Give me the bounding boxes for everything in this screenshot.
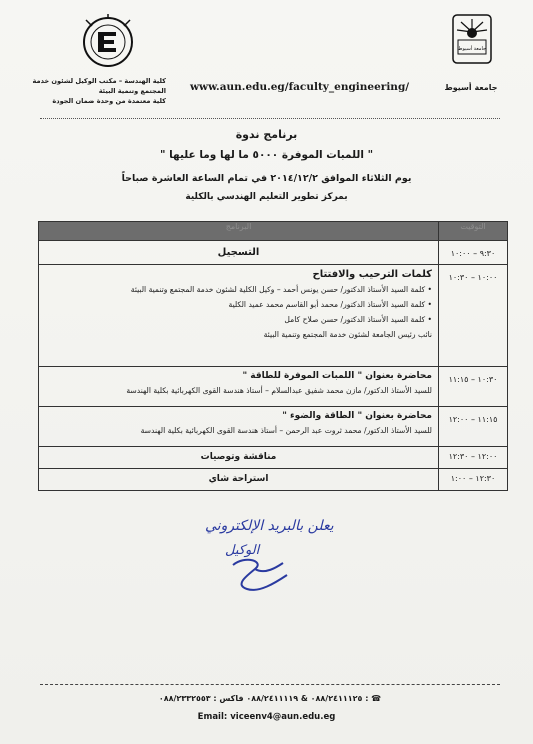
handwritten-note: يعلن بالبريد الإلكتروني xyxy=(205,518,334,534)
header-activity: البرنامج xyxy=(39,222,439,241)
university-name: جامعة أسيوط xyxy=(444,83,498,92)
university-logo-icon xyxy=(452,14,492,64)
faculty-line-2: المجتمع وتنمية البيئة xyxy=(98,87,166,95)
table-row xyxy=(39,265,508,367)
header-divider xyxy=(40,118,500,119)
row-line: نائب رئيس الجامعة لشئون خدمة المجتمع وتنمية البيئة xyxy=(263,330,432,339)
row-line: • كلمة السيد الأستاذ الدكتور/ حسن صلاح كامل xyxy=(284,315,432,324)
row-time: ١٢:٠٠ – ١٢:٣٠ xyxy=(439,447,508,469)
row-activity xyxy=(39,241,439,265)
signature-scribble-icon xyxy=(225,555,295,595)
row-activity xyxy=(39,367,439,407)
table-row xyxy=(39,447,508,469)
row-title: استراحة شاي xyxy=(208,474,269,484)
row-time: ١١:١٥ – ١٢:٠٠ xyxy=(439,407,508,447)
faculty-office-lines xyxy=(16,76,166,106)
row-time: ١٠:٣٠ – ١١:١٥ xyxy=(439,367,508,407)
row-activity xyxy=(39,407,439,447)
row-line: للسيد الأستاذ الدكتور/ محمد ثروت عبد الرحمن – أستاذ هندسة القوى الكهربائية بكلية الهندسة xyxy=(140,426,432,435)
row-time: ٩:٣٠ – ١٠:٠٠ xyxy=(439,241,508,265)
footer-email-link[interactable]: Email: viceenv4@aun.edu.eg xyxy=(197,712,336,722)
table-header-row xyxy=(39,222,508,241)
table-row xyxy=(39,367,508,407)
row-activity xyxy=(39,469,439,491)
table-row xyxy=(39,469,508,491)
table-row xyxy=(39,407,508,447)
row-time: ١٠:٠٠ – ١٠:٣٠ xyxy=(439,265,508,367)
seminar-topic: " اللمبات الموفرة ٥٠٠٠ ما لها وما عليها " xyxy=(159,149,374,161)
row-title: محاضرة بعنوان " اللمبات الموفرة للطاقة " xyxy=(242,371,432,381)
faculty-line-1: كلية الهندسة – مكتب الوكيل لشئون خدمة xyxy=(32,77,166,85)
program-title: برنامج ندوة xyxy=(235,128,298,141)
faculty-url-link[interactable]: www.aun.edu.eg/faculty_engineering/ xyxy=(190,81,410,93)
row-activity xyxy=(39,447,439,469)
row-line: • كلمة السيد الأستاذ الدكتور/ حسن يونس أحمد – وكيل الكلية لشئون خدمة المجتمع وتنمية البيئة xyxy=(130,285,432,294)
row-activity xyxy=(39,265,439,367)
faculty-line-3: كلية معتمدة من وحدة ضمان الجودة xyxy=(52,97,166,105)
header-time: التوقيت xyxy=(439,222,508,241)
row-title: مناقشة وتوصيات xyxy=(200,452,277,462)
handwritten-initials: الوكيل xyxy=(225,543,260,558)
footer-divider xyxy=(40,684,500,685)
row-line: للسيد الأستاذ الدكتور/ مازن محمد شفيق عبدالسلام – أستاذ هندسة القوى الكهربائية بكلية الهندسة xyxy=(126,386,432,395)
row-title: محاضرة بعنوان " الطاقة والضوء " xyxy=(282,411,432,421)
row-time: ١٢:٣٠ – ١:٠٠ xyxy=(439,469,508,491)
program-table xyxy=(38,221,508,491)
table-row xyxy=(39,241,508,265)
seminar-venue: بمركز تطوير التعليم الهندسي بالكلية xyxy=(185,192,348,202)
footer-contact: ☎ : ٠٨٨/٢٤١١١٢٥ & ٠٨٨/٢٤١١١١٩ فاكس : ٠٨٨/٢٣٣٢٥٥٣ xyxy=(158,694,382,703)
row-title: التسجيل xyxy=(217,247,260,258)
row-line: • كلمة السيد الأستاذ الدكتور/ محمد أبو القاسم محمد عميد الكلية xyxy=(228,300,432,309)
row-title: كلمات الترحيب والافتتاح xyxy=(312,269,432,280)
seminar-date: يوم الثلاثاء الموافق ٢٠١٤/١٢/٢ في تمام الساعة العاشرة صباحاً xyxy=(121,173,412,184)
faculty-logo-icon xyxy=(82,14,134,70)
university-logo-text: جامعة أسيوط xyxy=(457,46,487,52)
